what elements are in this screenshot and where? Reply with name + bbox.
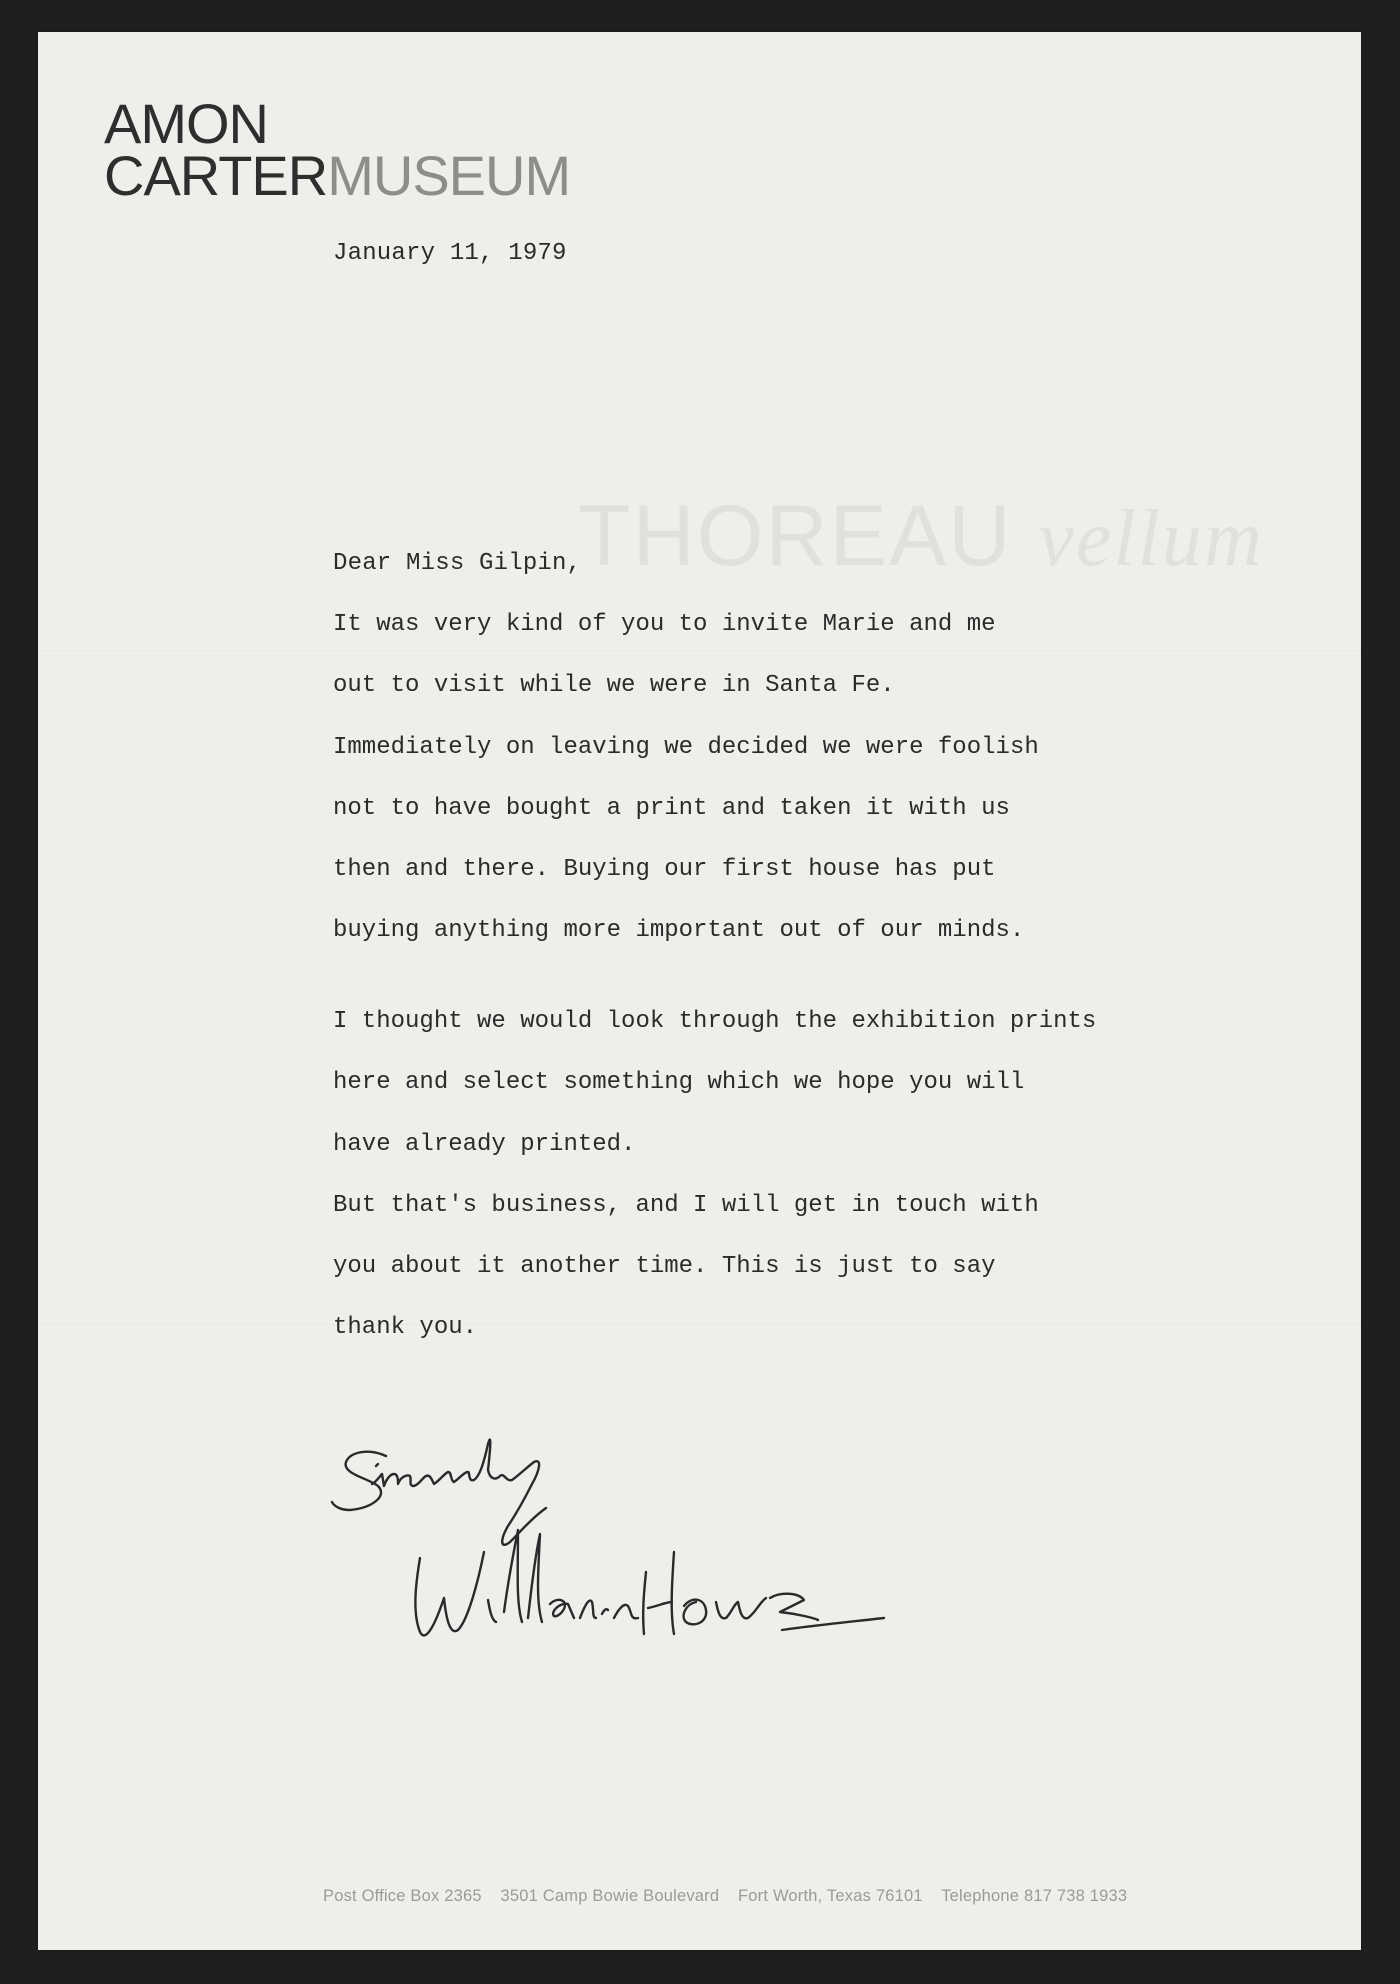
footer-street: 3501 Camp Bowie Boulevard: [500, 1887, 720, 1905]
letterhead-carter-museum: [104, 144, 571, 207]
body-line: I thought we would look through the exhibition prints: [333, 1008, 1097, 1035]
letter-date: January 11, 1979: [333, 240, 567, 267]
body-line: have already printed.: [333, 1130, 636, 1158]
body-line: It was very kind of you to invite Marie and me: [333, 611, 996, 638]
body-line: you about it another time. This is just to say: [333, 1253, 996, 1281]
body-line: buying anything more important out of our minds.: [333, 917, 1025, 945]
letterhead-logo: [104, 92, 571, 207]
footer-phone: Telephone 817 738 1933: [941, 1887, 1128, 1905]
handwritten-signature: [328, 1422, 888, 1716]
watermark-brand: THOREAU: [578, 488, 1013, 584]
watermark-script: vellum: [1038, 495, 1264, 583]
letterhead-carter: CARTER: [104, 144, 328, 207]
letterhead-footer: [323, 1887, 1141, 1906]
body-line: thank you.: [333, 1314, 478, 1342]
letterhead-museum: MUSEUM: [327, 144, 571, 207]
paper-watermark: [578, 487, 1264, 586]
body-line: out to visit while we were in Santa Fe.: [333, 672, 895, 700]
body-line: not to have bought a print and taken it with us: [333, 794, 1010, 822]
footer-po-box: Post Office Box 2365: [323, 1887, 482, 1905]
body-line: Immediately on leaving we decided we were foolish: [333, 733, 1039, 761]
footer-city: Fort Worth, Texas 76101: [738, 1887, 923, 1905]
signature-drawing: [328, 1422, 888, 1712]
letter-sheet: [38, 32, 1361, 1950]
body-line: But that's business, and I will get in touch with: [333, 1191, 1039, 1219]
letter-paragraph-1: [333, 610, 1039, 978]
letterhead-amon: AMON: [104, 92, 268, 155]
body-line: then and there. Buying our first house has put: [333, 856, 996, 884]
letter-paragraph-2: [333, 1007, 1096, 1375]
body-line: here and select something which we hope you will: [333, 1069, 1025, 1097]
letter-salutation: Dear Miss Gilpin,: [333, 550, 582, 577]
